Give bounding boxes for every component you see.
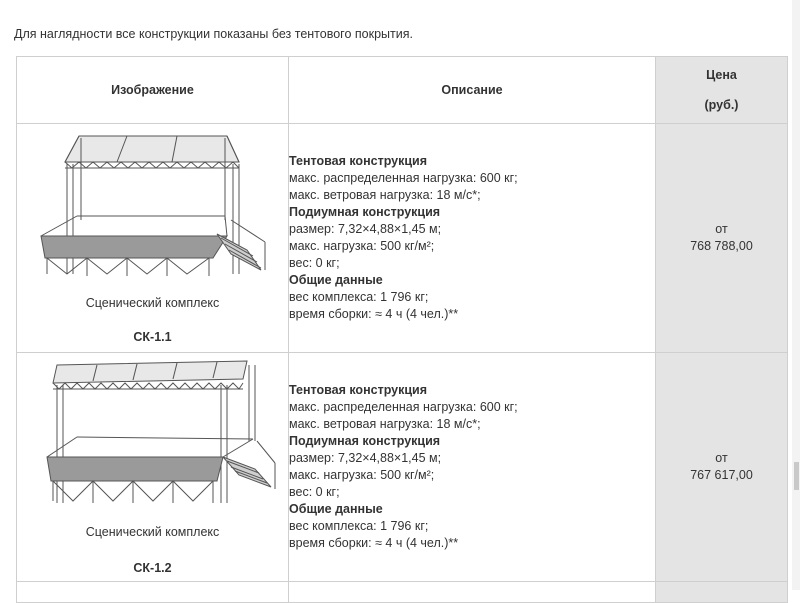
total-weight: вес комплекса: 1 796 кг; (289, 290, 429, 304)
partial-description-cell (289, 582, 656, 603)
product-image-cell (17, 124, 289, 353)
tent-wind: макс. ветровая нагрузка: 18 м/с*; (289, 417, 481, 431)
product-caption: Сценический комплекс (85, 525, 220, 539)
price-value: 768 788,00 (690, 239, 753, 253)
header-image: Изображение (17, 57, 289, 124)
price-table (16, 56, 788, 603)
product-description (289, 353, 656, 582)
header-price-unit: (руб.) (704, 98, 739, 112)
partial-price-cell (656, 582, 788, 603)
total-weight: вес комплекса: 1 796 кг; (289, 519, 429, 533)
table-row-partial (17, 582, 788, 603)
intro-note: Для наглядности все конструкции показаны без тентового покрытия. (14, 27, 413, 41)
price-value: 767 617,00 (690, 468, 753, 482)
podium-weight: вес: 0 кг; (289, 485, 340, 499)
partial-image-cell (17, 582, 289, 603)
product-code: СК-1.1 (133, 330, 172, 344)
product-description (289, 124, 656, 353)
product-caption: Сценический комплекс (85, 296, 220, 310)
stage-illustration (17, 353, 289, 581)
tent-load: макс. распределенная нагрузка: 600 кг; (289, 171, 518, 185)
podium-section-title: Подиумная конструкция (289, 434, 441, 448)
tent-section-title: Тентовая конструкция (289, 154, 428, 168)
scrollbar[interactable] (792, 0, 800, 590)
scrollbar-thumb[interactable] (794, 462, 799, 490)
table-row (17, 353, 788, 582)
tent-load: макс. распределенная нагрузка: 600 кг; (289, 400, 518, 414)
table-row (17, 124, 788, 353)
product-price-cell (656, 124, 788, 353)
header-price-label: Цена (706, 68, 737, 82)
header-description: Описание (289, 57, 656, 124)
podium-load: макс. нагрузка: 500 кг/м²; (289, 239, 435, 253)
price-prefix: от (715, 451, 728, 465)
stage-illustration (17, 124, 289, 352)
product-image-cell (17, 353, 289, 582)
general-section-title: Общие данные (289, 502, 383, 516)
podium-section-title: Подиумная конструкция (289, 205, 441, 219)
assembly-time: время сборки: ≈ 4 ч (4 чел.)** (289, 536, 459, 550)
tent-wind: макс. ветровая нагрузка: 18 м/с*; (289, 188, 481, 202)
assembly-time: время сборки: ≈ 4 ч (4 чел.)** (289, 307, 459, 321)
tent-section-title: Тентовая конструкция (289, 383, 428, 397)
general-section-title: Общие данные (289, 273, 383, 287)
header-price (656, 57, 788, 124)
price-prefix: от (715, 222, 728, 236)
product-code: СК-1.2 (133, 561, 172, 575)
podium-weight: вес: 0 кг; (289, 256, 340, 270)
podium-size: размер: 7,32×4,88×1,45 м; (289, 451, 442, 465)
product-price-cell (656, 353, 788, 582)
table-header-row (17, 57, 788, 124)
podium-size: размер: 7,32×4,88×1,45 м; (289, 222, 442, 236)
podium-load: макс. нагрузка: 500 кг/м²; (289, 468, 435, 482)
